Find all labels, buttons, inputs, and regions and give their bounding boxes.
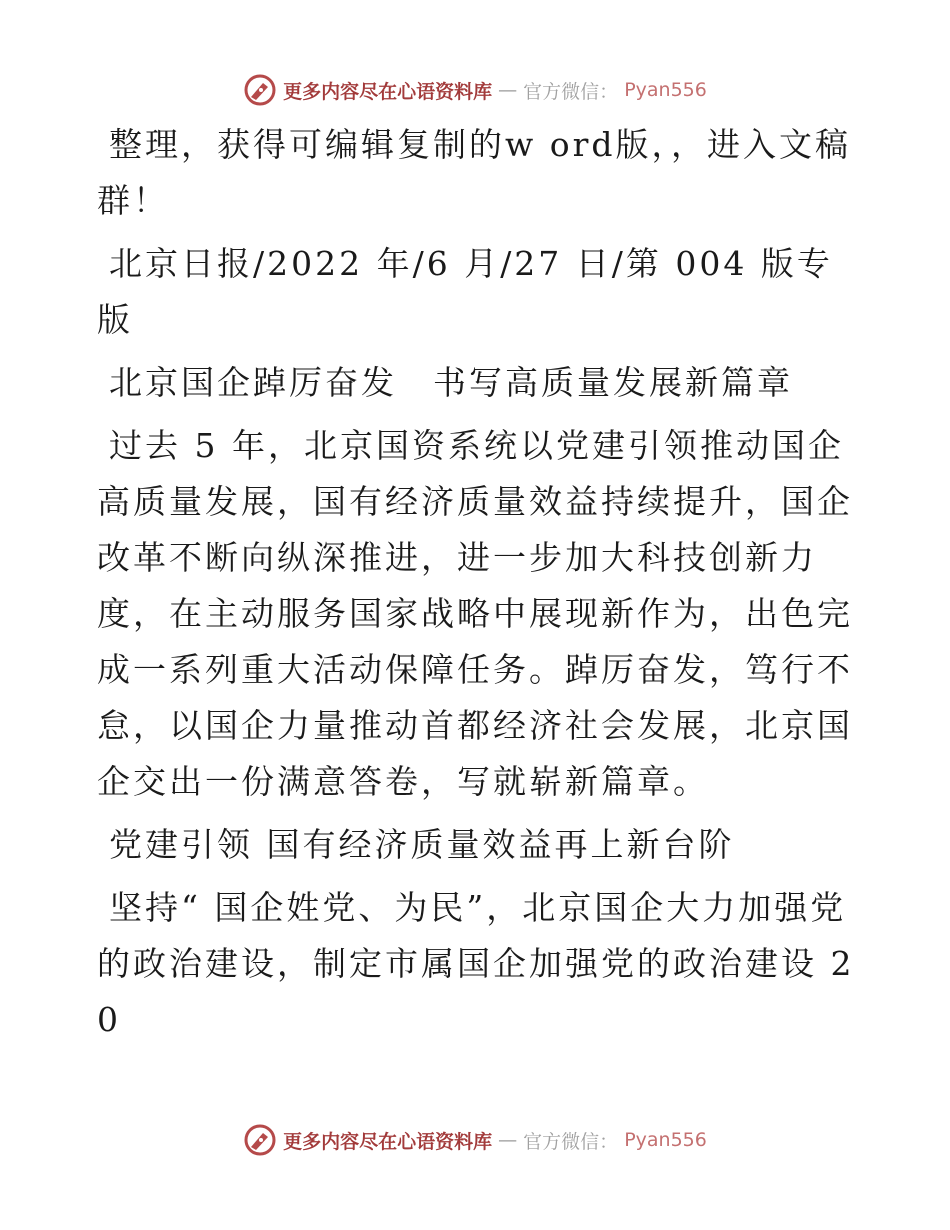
- header-banner: [0, 70, 950, 110]
- banner-subtitle: 官方微信：: [523, 80, 619, 103]
- source-line: 北京日报/2022 年/6 月/27 日/第 004 版专版: [97, 244, 833, 339]
- banner-title: 更多内容尽在心语资料库: [283, 80, 493, 103]
- body-paragraph: 过去 5 年，北京国资系统以党建引领推动国企高质量发展，国有经济质量效益持续提升，国企改革不断向纵深推进，进一步加大科技创新力度，在主动服务国家战略中展现新作为，出色完成一系列重大活动保障任务。踔厉奋发，笃行不怠，以国企力量推动首都经济社会发展，北京国企交出一份满意答卷，写就崭新篇章。: [97, 426, 853, 801]
- article-title: 北京国企踔厉奋发 书写高质量发展新篇章: [109, 363, 793, 402]
- banner-subtitle: 官方微信：: [523, 1130, 619, 1153]
- banner-wechat-id: Pyan556: [624, 79, 707, 101]
- banner-wechat-id: Pyan556: [624, 1129, 707, 1151]
- banner-dash: —: [498, 1129, 518, 1151]
- banner-title: 更多内容尽在心语资料库: [283, 1130, 493, 1153]
- body-paragraph: 坚持“ 国企姓党、为民”，北京国企大力加强党的政治建设，制定市属国企加强党的政治建设 20: [97, 888, 855, 1039]
- section-heading: 党建引领 国有经济质量效益再上新台阶: [109, 825, 735, 864]
- pen-nib-circle-logo-icon: [243, 73, 277, 107]
- banner-dash: —: [498, 79, 518, 101]
- intro-paragraph: 整理，获得可编辑复制的w ord版，，进入文稿群！: [97, 125, 852, 220]
- pen-nib-circle-logo-icon: [243, 1123, 277, 1157]
- article-body: [97, 117, 857, 1055]
- footer-banner: [0, 1120, 950, 1160]
